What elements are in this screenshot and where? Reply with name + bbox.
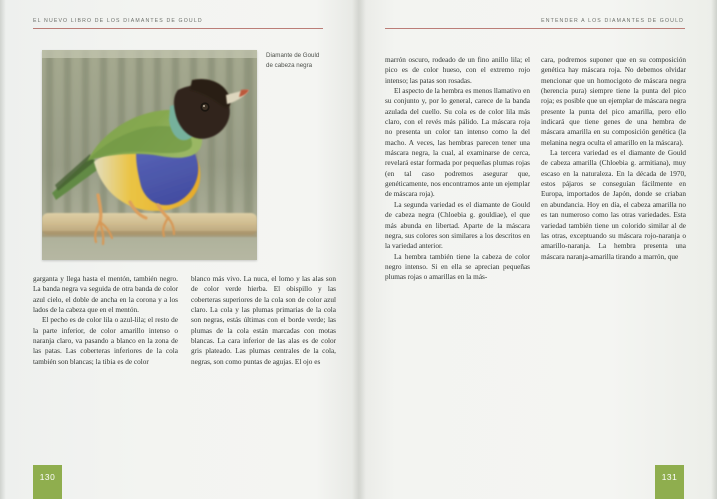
paragraph: El pecho es de color lila o azul-lila; el resto de la parte inferior, de color amarillo intenso o naranja claro, va pasando a blanco en la zona de las patas. Las coberteras inferiores de la cola también son blancas; la tibia es de color (33, 316, 178, 366)
running-head-right: ENTENDER A LOS DIAMANTES DE GOULD (541, 18, 684, 24)
paragraph: cara, podremos suponer que en su composición genética hay máscara roja. No debemos olvidar mencionar que un homocigoto de máscara negra (herencia pura) siempre tiene la punta del pico roja; es posible que un ejemplar de máscara negra presente la punta del pico amarilla, pero ello indicará que tiene genes de una hembra de máscara amarilla en su composición genética (la melanina negra oculta el amarillo en la máscara). (541, 56, 686, 147)
figure-caption (266, 51, 352, 70)
right-page-column-1 (385, 55, 530, 283)
paragraph: blanco más vivo. La nuca, el lomo y las alas son de color verde hierba. El obispillo y las coberteras superiores de la cola son de color azul claro. La cola y las plumas primarias de la cola son negras, estás últimas con el borde verde; las plumas de la cola están marcadas con motas blancas. La cara inferior de las alas es de color gris plateado. Las plumas centrales de la cola, negras, son como puntas de agujas. El ojo es (191, 275, 336, 366)
page-edge-left (0, 0, 6, 499)
header-rule-left (33, 28, 323, 29)
page-gutter (352, 0, 366, 499)
paragraph: marrón oscuro, rodeado de un fino anillo lila; el pico es de color hueso, con el extremo rojo intenso; las patas son rosadas. (385, 56, 530, 85)
page-number-right: 131 (655, 465, 684, 499)
paragraph: garganta y llega hasta el mentón, también negro. La banda negra va seguida de otra banda de color azul cielo, el doble de ancha en la corona y a los lados de la cabeza que en el mentón. (33, 275, 178, 315)
paragraph: La tercera variedad es el diamante de Gould de cabeza amarilla (Chloebia g. armitiana), muy escaso en la naturaleza. En la década de 1970, estos pájaros se conseguían fácilmente en Europa, importados de Japón, donde se criaban en abundancia. Hoy en día, el cabeza amarilla no es tan numeroso como las otras variedades. Esta variedad también tiene un colorido similar al de las otras, exceptuando su máscara rojo-naranja o amarillo-naranja. La hembra presenta una máscara naranja-amarilla tirando a marrón, que (541, 149, 686, 261)
left-page-column-2 (191, 274, 336, 367)
paragraph: La hembra también tiene la cabeza de color negro intenso. Si en ella se aprecian pequeñas plumas rojas o amarillas en la más- (385, 252, 530, 282)
figure-caption-line1: Diamante de Gould (266, 52, 320, 59)
right-page-column-2 (541, 55, 686, 262)
bird-photograph (42, 50, 257, 260)
page-number-left: 130 (33, 465, 62, 499)
paragraph: La segunda variedad es el diamante de Gould de cabeza negra (Chloebia g. gouldiae), el que más abunda en libertad. Aparte de la máscara negra, sus colores son similares a los descritos en la variedad anterior. (385, 200, 530, 251)
paragraph: El aspecto de la hembra es menos llamativo en su conjunto y, por lo general, carece de la banda azulada del cuello. Su cola es de color lila más claro, con el revés más pálido. La máscara roja no presenta un color tan intenso como la del macho. A veces, las hembras parecen tener una máscara negra, la cual, al examinarse de cerca, revelará estar formada por pequeñas plumas rojas (en tal caso podremos asegurar que, genéticamente, nos encontramos ante un ejemplar de máscara roja). (385, 87, 530, 199)
page-edge-right (711, 0, 717, 499)
left-page-column-1 (33, 274, 178, 367)
running-head-left: EL NUEVO LIBRO DE LOS DIAMANTES DE GOULD (33, 18, 203, 24)
header-rule-right (385, 28, 685, 29)
figure-caption-line2: de cabeza negra (266, 61, 313, 69)
gouldian-finch-illustration (42, 50, 257, 260)
